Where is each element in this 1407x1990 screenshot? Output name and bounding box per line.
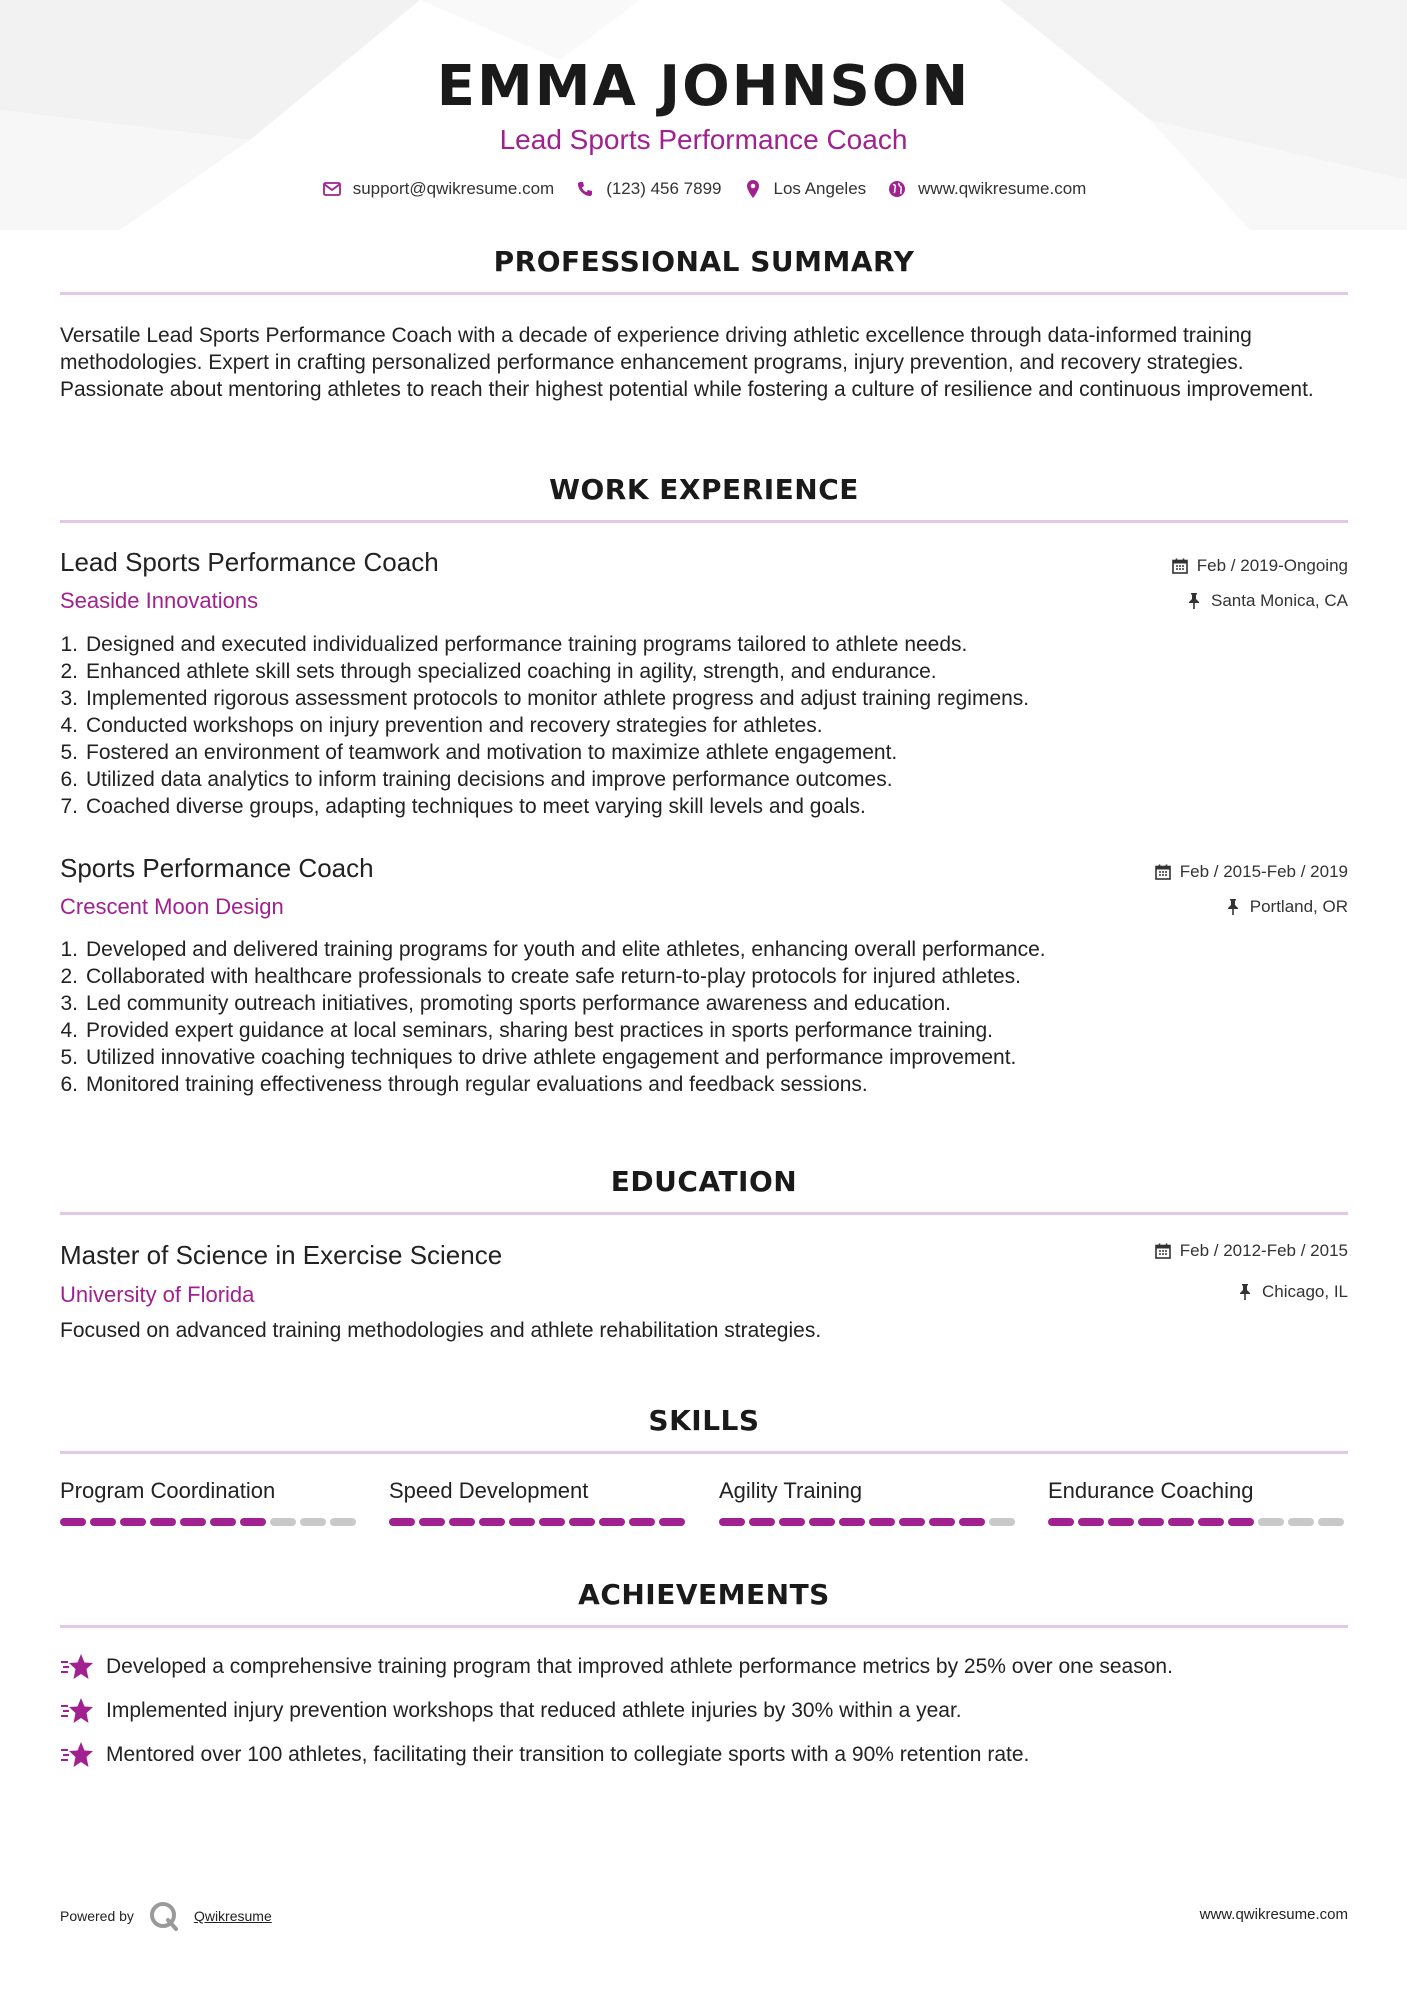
education-dates: [1154, 1241, 1348, 1261]
skill-dot-empty: [989, 1518, 1015, 1526]
list-item: 7. Coached diverse groups, adapting techniques to meet varying skill levels and goals.: [60, 795, 866, 818]
skill-item: [389, 1478, 689, 1526]
school-name: University of Florida: [60, 1282, 255, 1307]
skill-dot-filled: [1138, 1518, 1164, 1526]
skill-dot-filled: [90, 1518, 116, 1526]
list-item: 4. Provided expert guidance at local seminars, sharing best practices in sports performance training.: [60, 1019, 993, 1042]
summary-divider: [60, 292, 1348, 295]
skill-dot-filled: [1048, 1518, 1074, 1526]
skill-dot-filled: [569, 1518, 595, 1526]
skill-dot-filled: [60, 1518, 86, 1526]
calendar-icon: [1171, 557, 1189, 575]
skill-label: Speed Development: [389, 1478, 589, 1503]
skill-dot-filled: [599, 1518, 625, 1526]
achievement-text: Developed a comprehensive training program that improved athlete performance metrics by 25% over one season.: [106, 1655, 1173, 1678]
skill-dot-filled: [779, 1518, 805, 1526]
star-icon: [60, 1740, 94, 1770]
skill-dot-filled: [929, 1518, 955, 1526]
skill-meter: [719, 1518, 1019, 1526]
location-text: Los Angeles: [773, 179, 867, 198]
skill-dot-filled: [509, 1518, 535, 1526]
skill-dot-filled: [120, 1518, 146, 1526]
skill-label: Agility Training: [719, 1478, 863, 1503]
skills-divider: [60, 1451, 1348, 1454]
footer-website[interactable]: www.qwikresume.com: [1199, 1906, 1348, 1923]
summary-heading: PROFESSIONAL SUMMARY: [493, 245, 915, 278]
skill-dot-filled: [210, 1518, 236, 1526]
list-item: 4. Conducted workshops on injury prevention and recovery strategies for athletes.: [60, 714, 823, 737]
contact-bar: [0, 178, 1407, 200]
envelope-icon: [321, 178, 343, 200]
contact-website[interactable]: [886, 178, 1086, 200]
skill-dot-filled: [1168, 1518, 1194, 1526]
job-title: Lead Sports Performance Coach: [60, 547, 439, 577]
contact-phone[interactable]: [574, 178, 721, 200]
skill-dot-filled: [1228, 1518, 1254, 1526]
contact-location: [742, 178, 867, 200]
skill-dot-empty: [1318, 1518, 1344, 1526]
skill-dot-empty: [1258, 1518, 1284, 1526]
job-title: Sports Performance Coach: [60, 853, 374, 883]
star-icon: [60, 1652, 94, 1682]
education-divider: [60, 1212, 1348, 1215]
skill-meter: [1048, 1518, 1348, 1526]
powered-by-label: Powered by: [60, 1908, 134, 1924]
skill-dot-filled: [899, 1518, 925, 1526]
job-location: [1224, 897, 1348, 917]
skill-dot-filled: [180, 1518, 206, 1526]
job-location: [1185, 591, 1348, 611]
list-item: 3. Implemented rigorous assessment protocols to monitor athlete progress and adjust training regimens.: [60, 687, 1030, 710]
achievements-heading: ACHIEVEMENTS: [578, 1578, 830, 1611]
email-text: support@qwikresume.com: [352, 179, 555, 198]
dates-text: Feb / 2012-Feb / 2015: [1179, 1241, 1348, 1260]
skill-dot-filled: [809, 1518, 835, 1526]
skill-dot-filled: [479, 1518, 505, 1526]
skill-dot-filled: [629, 1518, 655, 1526]
experience-divider: [60, 520, 1348, 523]
skill-meter: [389, 1518, 689, 1526]
brand-link[interactable]: Qwikresume: [193, 1908, 272, 1924]
experience-heading: WORK EXPERIENCE: [549, 473, 859, 506]
star-icon: [60, 1696, 94, 1726]
company-name: Crescent Moon Design: [60, 894, 284, 919]
achievement-item: [60, 1696, 1348, 1726]
phone-icon: [574, 178, 596, 200]
skill-label: Program Coordination: [60, 1478, 276, 1503]
pushpin-icon: [1185, 592, 1203, 610]
qwikresume-logo-icon: [148, 1900, 180, 1932]
skill-dot-empty: [330, 1518, 356, 1526]
skill-dot-filled: [389, 1518, 415, 1526]
calendar-icon: [1154, 863, 1172, 881]
skill-dot-filled: [449, 1518, 475, 1526]
location-text: Chicago, IL: [1262, 1282, 1348, 1301]
website-text: www.qwikresume.com: [918, 179, 1087, 198]
achievement-text: Implemented injury prevention workshops that reduced athlete injuries by 30% within a year.: [106, 1699, 962, 1722]
skills-heading: SKILLS: [648, 1404, 760, 1437]
job-dates: [1171, 556, 1348, 576]
job-bullets: [52, 936, 1342, 1098]
company-name: Seaside Innovations: [60, 588, 259, 613]
skill-dot-filled: [869, 1518, 895, 1526]
list-item: 6. Monitored training effectiveness through regular evaluations and feedback sessions.: [60, 1073, 868, 1096]
contact-email[interactable]: [321, 178, 555, 200]
candidate-name: EMMA JOHNSON: [436, 54, 971, 119]
skill-label: Endurance Coaching: [1048, 1478, 1254, 1503]
pushpin-icon: [1224, 898, 1242, 916]
pushpin-icon: [1236, 1283, 1254, 1301]
list-item: 1. Developed and delivered training programs for youth and elite athletes, enhancing overall performance.: [60, 938, 1046, 961]
skill-dot-filled: [1108, 1518, 1134, 1526]
summary-text: Versatile Lead Sports Performance Coach with a decade of experience driving athletic excellence through data-informed training methodologies. Expert in crafting personalized performance enhancement programs, injury prevention, and recovery strategies. Passionate about mentoring athletes to reach their highest potential while fostering a culture of resilience and continuous improvement.: [60, 324, 1314, 401]
list-item: 3. Led community outreach initiatives, promoting sports performance awareness and education.: [60, 992, 951, 1015]
candidate-role: Lead Sports Performance Coach: [499, 124, 908, 155]
skill-dot-filled: [749, 1518, 775, 1526]
skill-dot-empty: [1288, 1518, 1314, 1526]
education-heading: EDUCATION: [610, 1165, 798, 1198]
skill-dot-filled: [419, 1518, 445, 1526]
skill-dot-filled: [719, 1518, 745, 1526]
achievement-item: [60, 1652, 1348, 1682]
skill-dot-filled: [659, 1518, 685, 1526]
achievement-text: Mentored over 100 athletes, facilitating their transition to collegiate sports with a 90% retention rate.: [106, 1743, 1030, 1766]
list-item: 2. Enhanced athlete skill sets through specialized coaching in agility, strength, and endurance.: [60, 660, 937, 683]
education-description: Focused on advanced training methodologies and athlete rehabilitation strategies.: [60, 1319, 822, 1342]
list-item: 1. Designed and executed individualized performance training programs tailored to athlete needs.: [60, 633, 968, 656]
location-text: Santa Monica, CA: [1210, 591, 1348, 610]
skill-dot-filled: [1078, 1518, 1104, 1526]
skill-dot-filled: [1198, 1518, 1224, 1526]
education-location: [1236, 1282, 1348, 1302]
skill-dot-empty: [300, 1518, 326, 1526]
dates-text: Feb / 2015-Feb / 2019: [1179, 862, 1348, 881]
skill-dot-filled: [150, 1518, 176, 1526]
skill-item: [1048, 1478, 1348, 1526]
globe-icon: [886, 178, 908, 200]
skill-dot-empty: [270, 1518, 296, 1526]
skill-dot-filled: [959, 1518, 985, 1526]
skill-dot-filled: [839, 1518, 865, 1526]
map-pin-icon: [742, 178, 764, 200]
list-item: 5. Fostered an environment of teamwork and motivation to maximize athlete engagement.: [60, 741, 898, 764]
job-bullets: [52, 631, 1342, 820]
job-dates: [1154, 862, 1348, 882]
location-text: Portland, OR: [1249, 897, 1348, 916]
skill-item: [719, 1478, 1019, 1526]
skill-item: [60, 1478, 360, 1526]
list-item: 2. Collaborated with healthcare professionals to create safe return-to-play protocols for injured athletes.: [60, 965, 1022, 988]
calendar-icon: [1154, 1242, 1172, 1260]
phone-text: (123) 456 7899: [606, 179, 722, 198]
list-item: 6. Utilized data analytics to inform training decisions and improve performance outcomes.: [60, 768, 893, 791]
dates-text: Feb / 2019-Ongoing: [1196, 556, 1348, 575]
skill-meter: [60, 1518, 360, 1526]
skill-dot-filled: [539, 1518, 565, 1526]
degree-title: Master of Science in Exercise Science: [60, 1240, 503, 1270]
list-item: 5. Utilized innovative coaching techniques to drive athlete engagement and performance improvement.: [60, 1046, 1017, 1069]
achievement-item: [60, 1740, 1348, 1770]
skill-dot-filled: [240, 1518, 266, 1526]
achievements-divider: [60, 1625, 1348, 1628]
footer-powered-by: [60, 1900, 272, 1932]
